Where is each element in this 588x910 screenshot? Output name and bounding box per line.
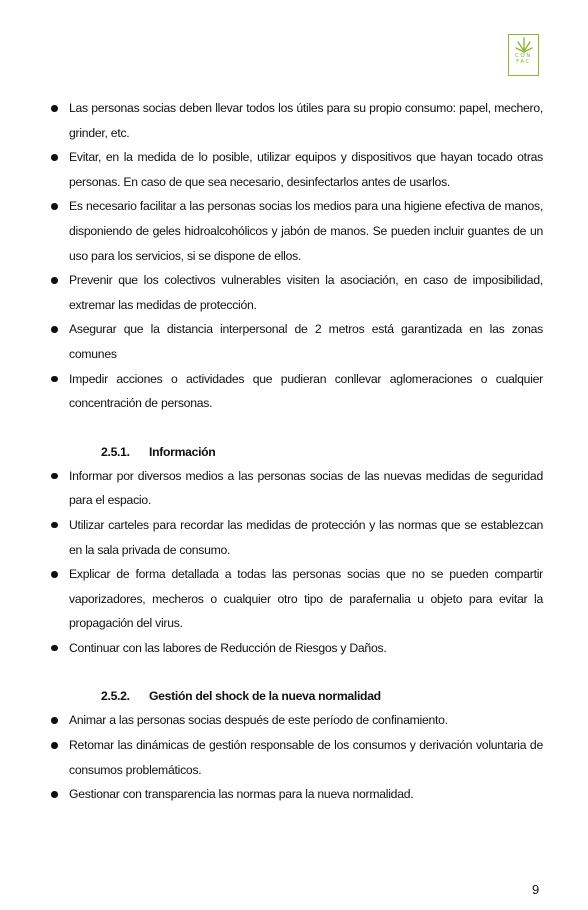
section1-bullet-list bbox=[47, 464, 543, 661]
section2-bullet-list bbox=[47, 708, 543, 806]
logo-text-line2: FAC bbox=[516, 59, 531, 65]
section-heading-informacion bbox=[47, 440, 543, 464]
page-number: 9 bbox=[532, 882, 540, 897]
section-title: Información bbox=[149, 444, 216, 459]
section-heading-gestion bbox=[47, 684, 543, 708]
intro-bullet-list bbox=[47, 96, 543, 416]
logo-text-line1: CON bbox=[515, 53, 532, 59]
bullet-item: Gestionar con transparencia las normas para la nueva normalidad. bbox=[47, 782, 543, 807]
bullet-item: Prevenir que los colectivos vulnerables visiten la asociación, en caso de imposibilidad, extremar las medidas de protección. bbox=[47, 268, 543, 317]
bullet-item: Animar a las personas socias después de este período de confinamiento. bbox=[47, 708, 543, 733]
section-number: 2.5.2. bbox=[101, 689, 130, 704]
bullet-item: Continuar con las labores de Reducción de Riesgos y Daños. bbox=[47, 636, 543, 661]
bullet-item: Asegurar que la distancia interpersonal de 2 metros está garantizada en las zonas comunes bbox=[47, 317, 543, 366]
section-number: 2.5.1. bbox=[101, 444, 130, 459]
bullet-item: Informar por diversos medios a las personas socias de las nuevas medidas de seguridad para el espacio. bbox=[47, 464, 543, 513]
bullet-item: Utilizar carteles para recordar las medidas de protección y las normas que se establezcan en la sala privada de consumo. bbox=[47, 513, 543, 562]
bullet-item: Retomar las dinámicas de gestión responsable de los consumos y derivación voluntaria de consumos problemáticos. bbox=[47, 733, 543, 782]
confac-logo bbox=[508, 34, 539, 76]
bullet-item: Las personas socias deben llevar todos los útiles para su propio consumo: papel, mechero, grinder, etc. bbox=[47, 96, 543, 145]
document-body bbox=[47, 96, 543, 807]
section-title: Gestión del shock de la nueva normalidad bbox=[149, 689, 381, 704]
cannabis-leaf-icon bbox=[515, 37, 533, 53]
bullet-item: Impedir acciones o actividades que pudieran conllevar aglomeraciones o cualquier concentración de personas. bbox=[47, 367, 543, 416]
bullet-item: Evitar, en la medida de lo posible, utilizar equipos y dispositivos que hayan tocado otras personas. En caso de que sea necesario, desinfectarlos antes de usarlos. bbox=[47, 145, 543, 194]
bullet-item: Es necesario facilitar a las personas socias los medios para una higiene efectiva de manos, disponiendo de geles hidroalcohólicos y jabón de manos. Se pueden incluir guantes de un uso para los servicios, si se dispone de ellos. bbox=[47, 194, 543, 268]
bullet-item: Explicar de forma detallada a todas las personas socias que no se pueden compartir vaporizadores, mecheros o cualquier otro tipo de parafernalia u objeto para evitar la propagación del virus. bbox=[47, 562, 543, 636]
